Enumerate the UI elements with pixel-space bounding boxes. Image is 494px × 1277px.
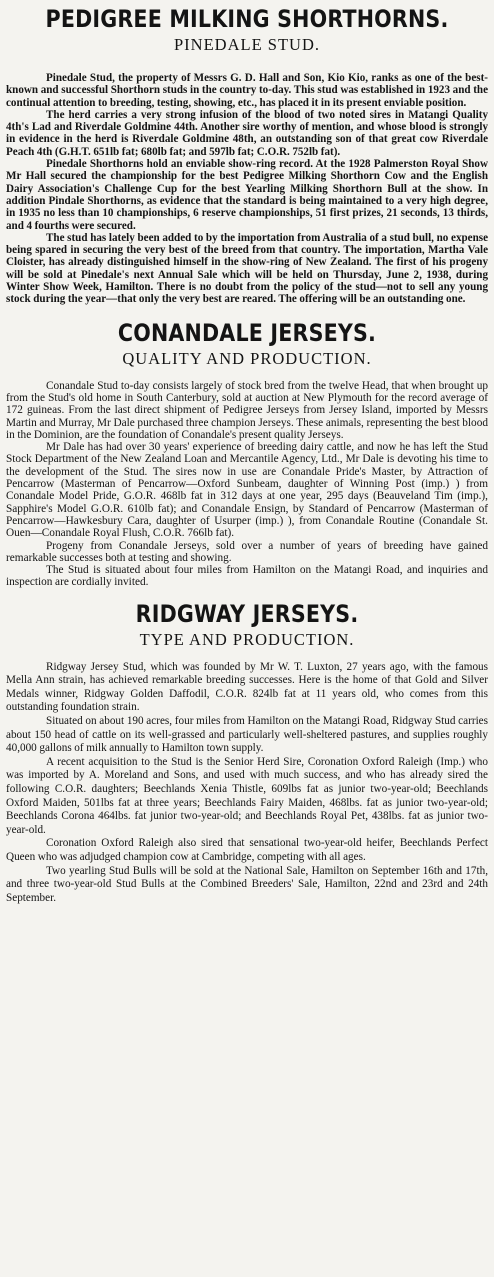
subhead-pinedale-stud: PINEDALE STUD. <box>174 35 320 54</box>
paragraph: Pinedale Shorthorns hold an enviable show-ring record. At the 1928 Palmerston Royal Show Mr Hall secured the championship for the best Pedigree Milking Shorthorn Cow and the English Dairy Association's Challenge Cup for the best Yearling Milking Shorthorn Bull at the show. In addition Pindale Shorthorns, as evidence that the standard is being maintained to a very high degree, in 1935 no less than 10 championships, 6 reserve championships, 51 first prizes, 21 seconds, 13 thirds, and 4 fourths were secured. <box>6 158 488 232</box>
paragraph: The stud has lately been added to by the importation from Australia of a stud bull, no expense being spared in securing the very best of the breed from that country. The importation, Martha Vale Cloister, has already distinguished himself in the show-ring of New Zealand. The first of his progeny will be sold at Pinedale's next Annual Sale which will be held on Thursday, June 2, 1938, during Winter Show Week, Hamilton. There is no doubt from the policy of the stud—not to sell any young stock during the year—that only the very best are reared. The offering will be an outstanding one. <box>6 231 488 306</box>
paragraph: Two yearling Stud Bulls will be sold at the National Sale, Hamilton on September 16th and 17th, and three two-year-old Stud Bulls at the Combined Breeders' Sale, Hamilton, 22nd and 23rd and 24th September. <box>6 864 488 904</box>
paragraph: Ridgway Jersey Stud, which was founded by Mr W. T. Luxton, 27 years ago, with the famous Mella Ann strain, has achieved remarkable breeding successes. Here is the home of that Gold and Silver Medals winner, Ridgway Golden Daffodil, C.O.R. 824lb fat at 11 years old, who comes from this outstanding foundation strain. <box>6 660 488 714</box>
paragraph: A recent acquisition to the Stud is the Senior Herd Sire, Coronation Oxford Raleigh (Imp.) who was imported by A. Moreland and Sons, and used with much success, and who has already sired the following C.O.R. daughters; Beechlands Xenia Thistle, 609lbs fat as junior two-year-old; Beechlands Oxford Maiden, 501lbs fat at three years; Beechlands Fairy Maiden, 468lbs. fat as junior two-year-old; Beechlands Corona 464lbs. fat junior two-year-old; and Beechlands Royal Pet, 438lbs. fat as junior two-year-old. <box>6 755 488 836</box>
paragraph: The Stud is situated about four miles from Hamilton on the Matangi Road, and inquiries and inspection are cordially invited. <box>6 564 488 589</box>
ridgway-article <box>6 599 488 906</box>
subhead-quality-and-production: QUALITY AND PRODUCTION. <box>122 348 372 368</box>
paragraph: Coronation Oxford Raleigh also sired that sensational two-year-old heifer, Beechlands Perfect Queen who was adjudged champion cow at Cambridge, competing with all ages. <box>6 837 488 863</box>
conandale-article <box>6 318 488 589</box>
paragraph: The herd carries a very strong infusion of the blood of two noted sires in Matangi Quality 4th's Lad and Riverdale Goldmine 44th. Another sire worthy of mention, and whose blood is strongly in evidence in the herd is Riverdale Goldmine 48th, an outstanding son of that great cow Riverdale Peach 4th (G.H.T. 651lb fat; 680lb fat; and 597lb fat; C.O.R. 752lb fat). <box>6 108 488 158</box>
subhead-type-and-production: TYPE AND PRODUCTION. <box>139 629 355 649</box>
paragraph: Mr Dale has had over 30 years' experience of breeding dairy cattle, and now he has left the Stud Stock Department of the New Zealand Loan and Mercantile Agency, Ltd., Mr Dale is devoting his time to the development of the Stud. The sires now in use are Conandale Pride's Master, by Attraction of Pencarrow (Masterman of Pencarrow—Oxford Sunbeam, daughter of Winning Post (imp.) ) from Conandale Model Pride, G.O.R. 468lb fat in 312 days at one year, 295 days (Beauveland Tim (imp.), Sapphire's Model G.O.R. 610lb fat); and Conandale Ensign, by Standard of Pencarrow (Masterman of Pencarrow—Hawkesbury Cara, daughter of Usurper (imp.) ), from Conandale Routine (Conandale St. Ouen—Conandale Royal Flush, C.O.R. 766lb fat). <box>6 441 488 540</box>
pinedale-article <box>6 4 488 306</box>
paragraph: Progeny from Conandale Jerseys, sold over a number of years of breeding have gained remarkable successes both at testing and showing. <box>6 539 488 564</box>
paragraph: Conandale Stud to-day consists largely of stock bred from the twelve Head, that when brought up from the Stud's old home in South Canterbury, sold at auction at New Plymouth for the record average of 172 guineas. From the last direct shipment of Pedigree Jerseys from Jersey Island, imported by Messrs Martin and Murray, Mr Dale purchased three champion Jerseys. These animals, representing the best blood in the Dominion, are the foundation of Conandale's present quality Jerseys. <box>6 379 488 441</box>
paragraph: Situated on about 190 acres, four miles from Hamilton on the Matangi Road, Ridgway Stud carries about 150 head of cattle on its well-grassed and particularly well-sheltered pastures, and supplies roughly 40,000 gallons of milk annually to Hamilton town supply. <box>6 715 488 755</box>
headline-ridgway-jerseys: RIDGWAY JERSEYS. <box>135 599 359 628</box>
paragraph: Pinedale Stud, the property of Messrs G. D. Hall and Son, Kio Kio, ranks as one of the best-known and successful Shorthorn studs in the country to-day. This stud was established in 1923 and the continual attention to breeding, testing, showing, etc., has placed it in its present enviable position. <box>6 72 488 109</box>
headline-conandale-jerseys: CONANDALE JERSEYS. <box>117 318 377 347</box>
headline-pedigree-milking-shorthorns: PEDIGREE MILKING SHORTHORNS. <box>45 5 449 33</box>
